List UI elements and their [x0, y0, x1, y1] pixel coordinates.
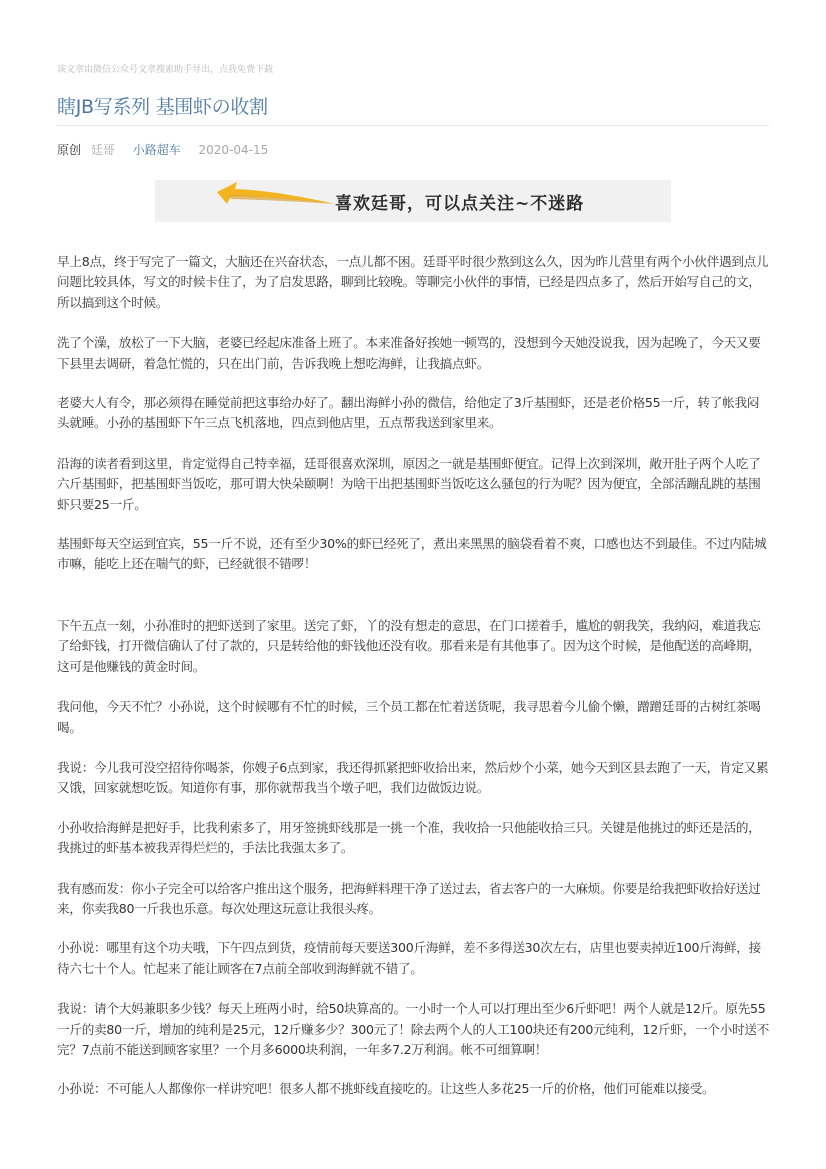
account-name-link[interactable]: 小路超车 — [132, 143, 181, 157]
export-notice-link[interactable]: 该文章由微信公众号文章搜索助手导出，点我免费下载 — [57, 65, 274, 75]
banner-text: 喜欢廷哥，可以点关注~不迷路 — [335, 194, 585, 214]
paragraph: 沿海的读者看到这里，肯定觉得自己特幸福，廷哥很喜欢深圳，原因之一就是基围虾便宜。记得上次到深圳，敞开肚子两个人吃了六斤基围虾，把基围虾当饭吃，那可谓大快朵颐啊！为啥干出把基围虾当饭吃这么骚包的行为呢？因为便宜，全部活蹦乱跳的基围虾只要25一斤。 — [57, 455, 761, 512]
paragraph: 老婆大人有令，那必须得在睡觉前把这事给办好了。翻出海鲜小孙的微信，给他定了3斤基围虾，还是老价格55一斤，转了帐我闷头就睡。小孙的基围虾下午三点飞机落地，四点到他店里，五点帮我送到家里来。 — [57, 395, 760, 431]
paragraph: 小孙说：不可能人人都像你一样讲究吧！很多人都不挑虾线直接吃的。让这些人多花25一斤的价格，他们可能难以接受。 — [57, 1081, 715, 1097]
paragraph: 洗了个澡，放松了一下大脑，老婆已经起床准备上班了。本来准备好挨她一顿骂的，没想到今天她没说我，因为起晚了，今天又要下县里去调研，着急忙慌的，只在出门前，告诉我晚上想吃海鲜，让我搞点虾。 — [57, 335, 761, 371]
title-divider — [57, 125, 769, 126]
paragraph: 我说：请个大妈兼职多少钱？每天上班两小时，给50块算高的。一小时一个人可以打理出至少6斤虾吧！两个人就是12斤。原先55一斤的卖80一斤，增加的纯利是25元，12斤赚多少？300元了！除去两个人的人工100块还有200元纯利，12斤虾，一个小时送不完？7点前不能送到顾客家里？一个月多6000块利润，一年多7.2万利润。帐不可细算啊！ — [57, 1001, 770, 1057]
original-badge: 原创 — [57, 143, 82, 157]
paragraph: 早上8点，终于写完了一篇文，大脑还在兴奋状态，一点儿都不困。廷哥平时很少熬到这么久，因为昨儿营里有两个小伙伴遇到点儿问题比较具体，写文的时候卡住了，为了启发思路，聊到比较晚。等聊完小伙伴的事情，已经是四点多了，然后开始写自己的文，所以搞到这个时候。 — [57, 254, 769, 310]
paragraph: 我有感而发：你小子完全可以给客户推出这个服务，把海鲜料理干净了送过去，省去客户的一大麻烦。你要是给我把虾收拾好送过来，你卖我80一斤我也乐意。每次处理这玩意让我很头疼。 — [57, 880, 761, 916]
paragraph: 我说：今儿我可没空招待你喝茶，你嫂子6点到家，我还得抓紧把虾收拾出来，然后炒个小菜，她今天到区县去跑了一天，肯定又累又饿，回家就想吃饭。知道你有事，那你就帮我当个墩子吧，我们边做饭边说。 — [57, 759, 769, 796]
article-meta — [57, 141, 268, 158]
follow-banner — [155, 180, 671, 222]
publish-date: 2020-04-15 — [198, 143, 269, 157]
paragraph: 小孙说：哪里有这个功夫哦，下午四点到货，疫情前每天要送300斤海鲜，差不多得送30次左右，店里也要卖掉近100斤海鲜，接待六七十个人。忙起来了能让顾客在7点前全部收到海鲜就不错了。 — [57, 940, 761, 976]
author-name: 廷哥 — [90, 143, 115, 157]
paragraph: 我问他，今天不忙？小孙说，这个时候哪有不忙的时候，三个员工都在忙着送货呢，我寻思着今儿偷个懒，蹭蹭廷哥的古树红茶喝喝。 — [57, 699, 761, 735]
paragraph: 基围虾每天空运到宜宾，55一斤不说，还有至少30%的虾已经死了，煮出来黑黑的脑袋看着不爽，口感也达不到最佳。不过内陆城市嘛，能吃上还在喘气的虾，已经就很不错啰！ — [57, 536, 767, 572]
article-body — [57, 252, 770, 1100]
article-title: 瞎JB写系列 基围虾の收割 — [57, 96, 268, 118]
paragraph: 下午五点一刻，小孙准时的把虾送到了家里。送完了虾，丫的没有想走的意思，在门口搓着手，尴尬的朝我笑，我纳闷，难道我忘了给虾钱，打开微信确认了付了款的，只是转给他的虾钱他还没有收。那看来是有其他事了。因为这个时候，是他配送的高峰期，这可是他赚钱的黄金时间。 — [57, 617, 761, 674]
paragraph: 小孙收拾海鲜是把好手，比我利索多了，用牙签挑虾线那是一挑一个准，我收拾一只他能收拾三只。关键是他挑过的虾还是活的，我挑过的虾基本被我弄得烂烂的，手法比我强太多了。 — [57, 819, 761, 856]
